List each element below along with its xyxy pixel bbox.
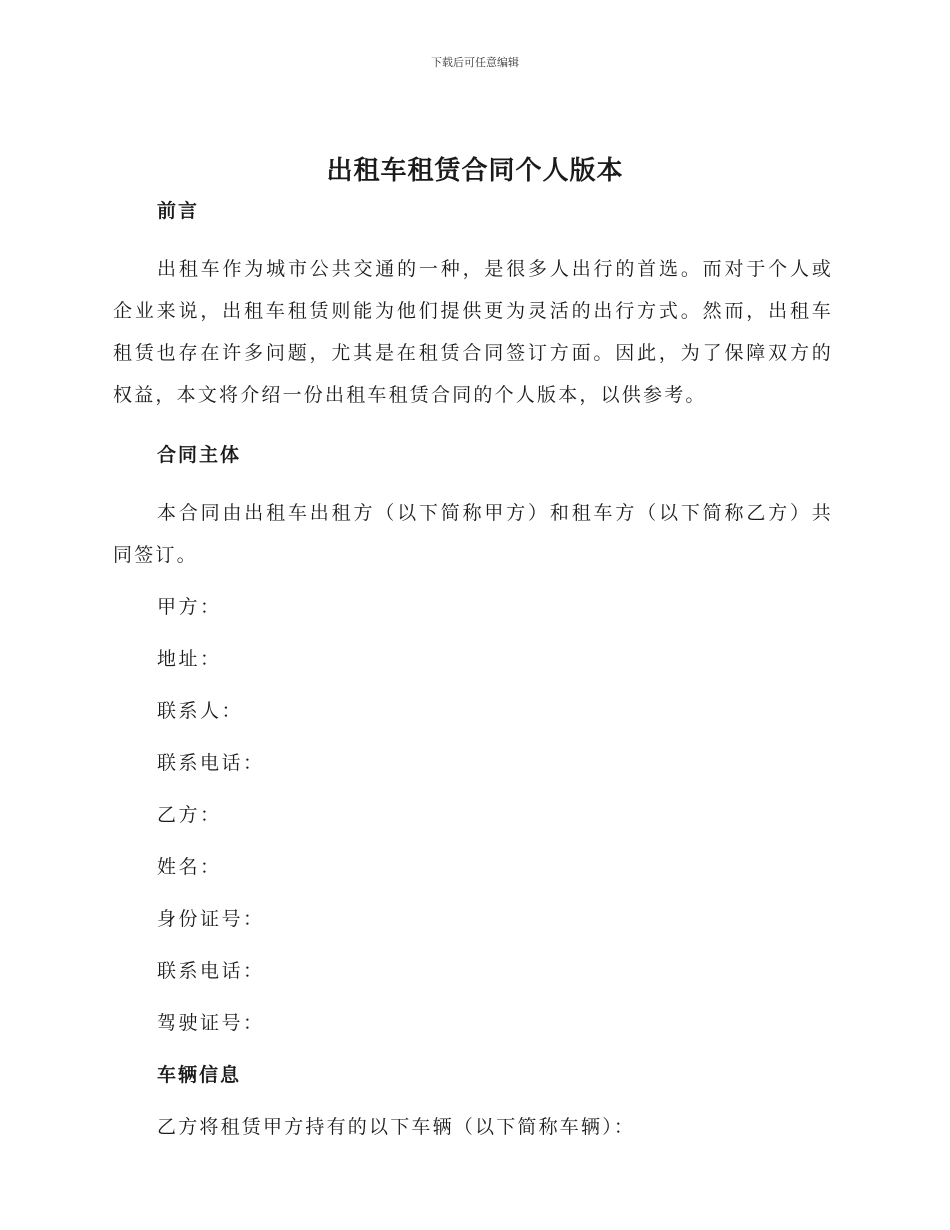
section-heading-preface: 前言 xyxy=(157,200,200,222)
field-party-a: 甲方： xyxy=(157,596,222,618)
field-address: 地址： xyxy=(157,648,222,670)
parties-paragraph: 本合同由出租车出租方（以下简称甲方）和租车方（以下简称乙方）共同签订。 xyxy=(113,502,833,566)
field-phone-b: 联系电话： xyxy=(157,960,265,982)
section-heading-parties: 合同主体 xyxy=(157,444,242,466)
field-contact-person: 联系人： xyxy=(157,700,244,722)
field-party-b: 乙方： xyxy=(157,804,222,826)
field-phone-a: 联系电话： xyxy=(157,752,265,774)
field-name: 姓名： xyxy=(157,856,222,878)
field-license-number: 驾驶证号： xyxy=(157,1012,265,1034)
field-id-number: 身份证号： xyxy=(157,908,265,930)
section-heading-vehicle: 车辆信息 xyxy=(157,1064,242,1086)
preface-paragraph: 出租车作为城市公共交通的一种，是很多人出行的首选。而对于个人或企业来说，出租车租赁则能为他们提供更为灵活的出行方式。然而，出租车租赁也存在许多问题，尤其是在租赁合同签订方面。因此，为了保障双方的权益，本文将介绍一份出租车租赁合同的个人版本，以供参考。 xyxy=(113,258,833,406)
document-body xyxy=(113,196,833,1148)
header-note: 下载后可任意编辑 xyxy=(431,56,519,69)
vehicle-paragraph: 乙方将租赁甲方持有的以下车辆（以下简称车辆）： xyxy=(157,1116,636,1138)
document-title: 出租车租赁合同个人版本 xyxy=(326,156,624,186)
